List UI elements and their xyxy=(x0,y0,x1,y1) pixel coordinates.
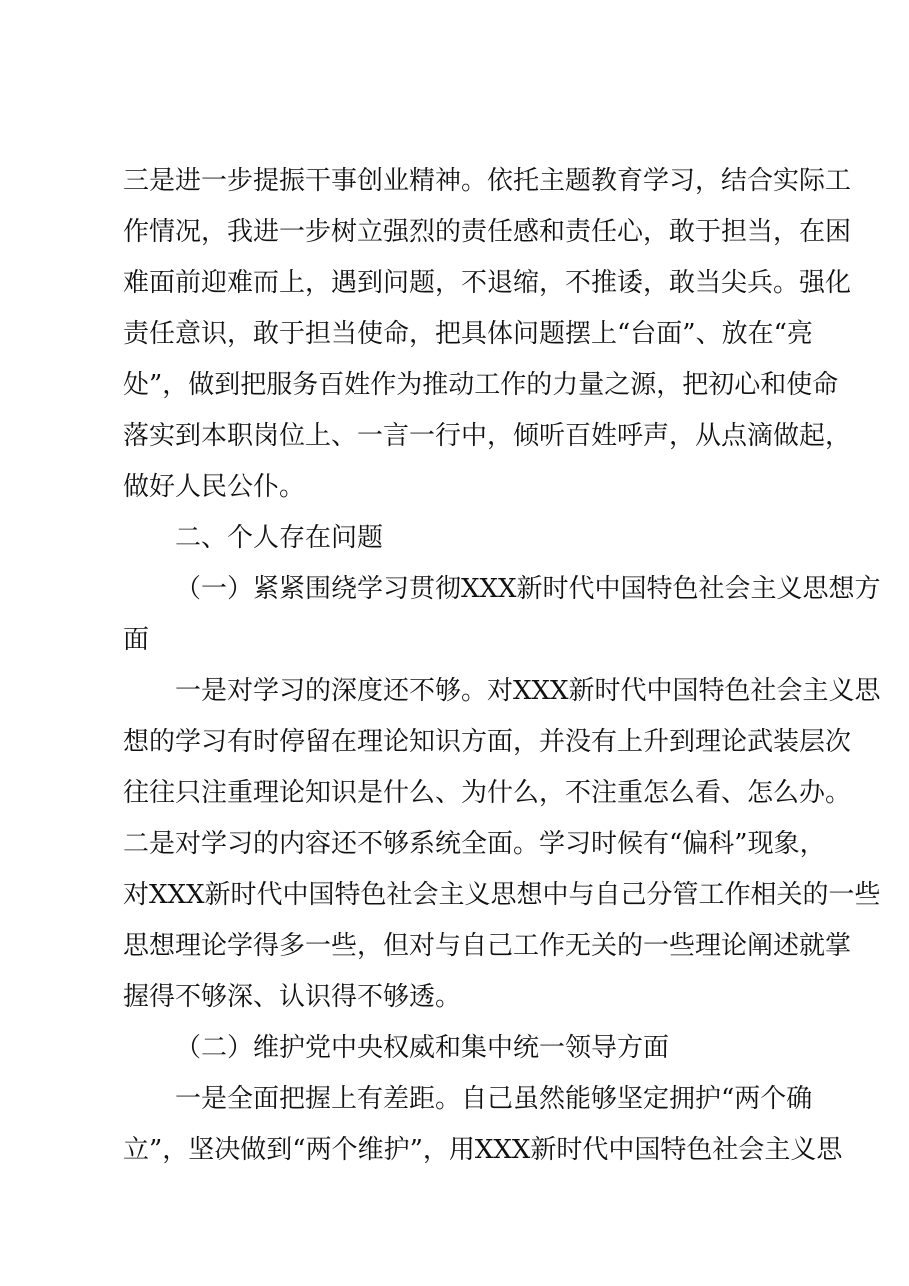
subsection-heading-1-continued: 面 xyxy=(123,625,150,655)
paragraph-line-2: 作情况，我进一步树立强烈的责任感和责任心，敢于担当，在困 xyxy=(123,217,852,247)
paragraph-line-1: 三是进一步提振干事创业精神。依托主题教育学习，结合实际工 xyxy=(123,166,852,196)
paragraph-line-11: 二是对学习的内容还不够系统全面。学习时候有“偏科”现象， xyxy=(123,829,826,859)
paragraph-line-8: 一是对学习的深度还不够。对XXX新时代中国特色社会主义思 xyxy=(175,676,881,706)
section-heading: 二、个人存在问题 xyxy=(175,523,384,553)
paragraph-line-9: 想的学习有时停留在理论知识方面，并没有上升到理论武装层次 xyxy=(123,727,852,757)
paragraph-line-10: 往往只注重理论知识是什么、为什么，不注重怎么看、怎么办。 xyxy=(123,778,852,808)
paragraph-line-6: 落实到本职岗位上、一言一行中，倾听百姓呼声，从点滴做起， xyxy=(123,421,852,451)
paragraph-line-16: 立”，坚决做到“两个维护”，用XXX新时代中国特色社会主义思 xyxy=(123,1135,843,1165)
paragraph-line-5: 处”，做到把服务百姓作为推动工作的力量之源，把初心和使命 xyxy=(123,370,839,400)
subsection-heading-1: （一）紧紧围绕学习贯彻XXX新时代中国特色社会主义思想方 xyxy=(175,574,881,604)
paragraph-line-14: 握得不够深、认识得不够透。 xyxy=(123,982,462,1012)
paragraph-line-15: 一是全面把握上有差距。自己虽然能够坚定拥护“两个确 xyxy=(175,1084,813,1114)
paragraph-line-3: 难面前迎难而上，遇到问题，不退缩，不推诿，敢当尖兵。强化 xyxy=(123,268,852,298)
paragraph-line-4: 责任意识，敢于担当使命，把具体问题摆上“台面”、放在“亮 xyxy=(123,319,813,349)
subsection-heading-2: （二）维护党中央权威和集中统一领导方面 xyxy=(175,1033,670,1063)
paragraph-line-7: 做好人民公仆。 xyxy=(123,472,306,502)
paragraph-line-13: 思想理论学得多一些，但对与自己工作无关的一些理论阐述就掌 xyxy=(123,931,852,961)
paragraph-line-12: 对XXX新时代中国特色社会主义思想中与自己分管工作相关的一些 xyxy=(123,880,881,910)
